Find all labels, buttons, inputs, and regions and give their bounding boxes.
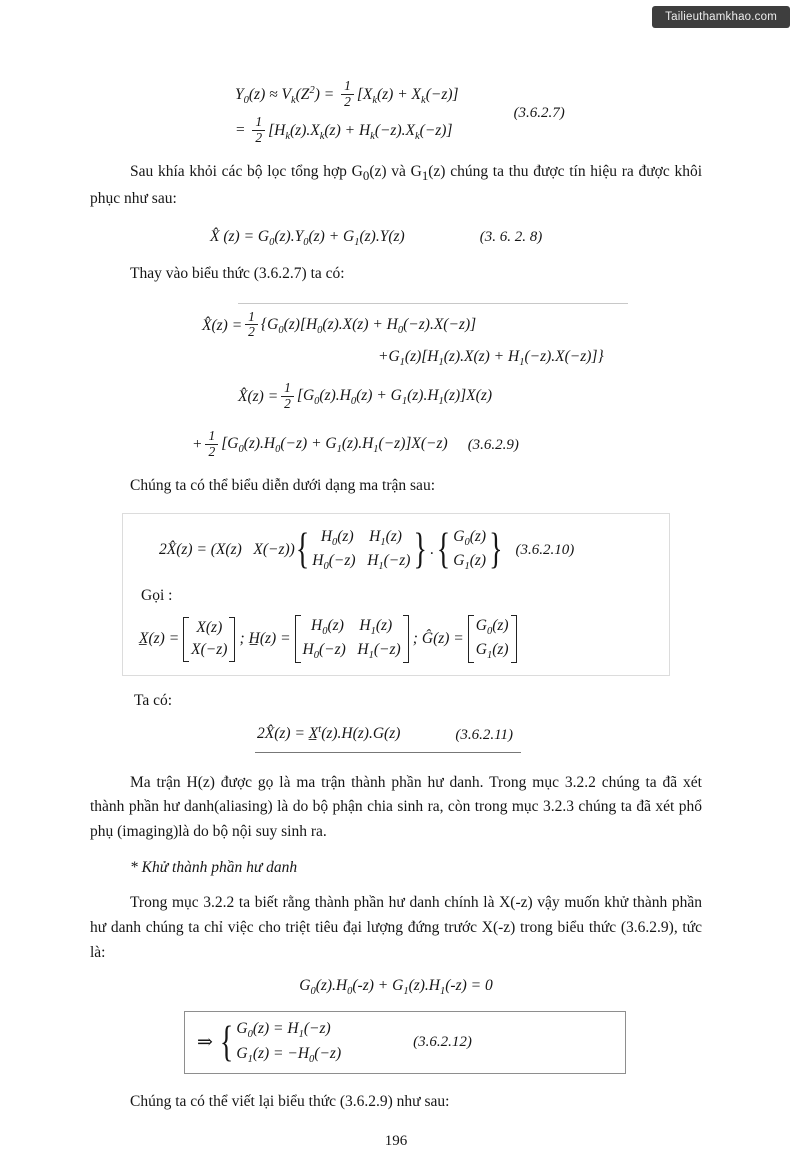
paragraph-recovery: Sau khía khỏi các bộ lọc tổng hợp $G_0(z)$ và $G_1(z)$ chúng ta thu được tín hiệu ra được khôi phục như sau: bbox=[90, 163, 703, 208]
equation-label: (3.6.2.9) bbox=[467, 436, 519, 453]
page-content bbox=[90, 0, 702, 1150]
matrix-row: $G_0(z)$ bbox=[453, 528, 487, 549]
label-taco: Ta có: bbox=[134, 692, 173, 710]
right-brace: } bbox=[413, 525, 427, 574]
matrix-row: $H_0(z)$ $H_1(z)$ bbox=[311, 616, 393, 637]
equation-label: (3.6.2.12) bbox=[413, 1034, 472, 1051]
fraction-denominator: 2 bbox=[255, 129, 263, 145]
implies-arrow: ⇒ bbox=[197, 1032, 213, 1054]
paragraph-rewrite: Chúng ta có thể viết lại biểu thức (3.6.2.9) như sau: bbox=[130, 1093, 450, 1111]
solution-system bbox=[234, 1018, 343, 1067]
equation-lines bbox=[235, 80, 459, 146]
left-brace: { bbox=[436, 525, 451, 574]
matrix-section bbox=[122, 513, 670, 676]
equation-3-6-2-9-line-2 bbox=[378, 348, 702, 368]
matrix-row: X(z) bbox=[196, 618, 223, 636]
paragraph-substitute: Thay vào biểu thức (3.6.2.7) ta có: bbox=[130, 264, 345, 282]
equation-label: (3.6.2.11) bbox=[455, 726, 514, 743]
h-matrix bbox=[295, 615, 409, 664]
fraction-denominator: 2 bbox=[344, 93, 351, 109]
fraction bbox=[252, 115, 265, 145]
math-text: $[H_k(z).X_k(z) + H_k(-z).X_k(-z)]$ bbox=[268, 121, 453, 142]
math-text: 2X̂(z) = X̲$^t$(z).H(z).G(z) bbox=[257, 724, 401, 743]
matrix-row: $G_1(z) = -H_0(-z)$ bbox=[236, 1044, 342, 1065]
multiply-dot: . bbox=[429, 541, 434, 559]
math-text: + bbox=[192, 436, 203, 454]
equation-3-6-2-10 bbox=[159, 526, 659, 575]
right-brace: } bbox=[489, 525, 503, 574]
h-matrix bbox=[310, 526, 412, 575]
math-text: Ĝ(z) = bbox=[421, 630, 464, 648]
matrix-definitions bbox=[137, 615, 659, 664]
paragraph-matrix-intro: Chúng ta có thể biểu diễn dưới dạng ma trận sau: bbox=[130, 477, 435, 495]
fraction bbox=[341, 79, 354, 109]
equation-label: (3. 6. 2. 8) bbox=[479, 228, 543, 245]
math-text: X̲(z) = bbox=[139, 630, 180, 648]
rule-line bbox=[238, 303, 628, 304]
page-number: 196 bbox=[384, 1132, 408, 1149]
math-text: $[G_0(z).H_0(-z) + G_1(z).H_1(-z)]X(-z)$ bbox=[221, 435, 448, 456]
fraction-denominator: 2 bbox=[248, 324, 255, 340]
matrix-row: $G_0(z) = H_1(-z)$ bbox=[236, 1020, 331, 1041]
fraction-numerator: 1 bbox=[205, 429, 218, 445]
matrix-row: $H_0(-z)$ $H_1(-z)$ bbox=[312, 552, 411, 573]
equation-aliasing-cancel bbox=[90, 977, 702, 997]
right-bracket bbox=[229, 617, 235, 662]
equation-3-6-2-11-wrap bbox=[255, 724, 702, 752]
matrix-row: $G_0(z)$ bbox=[475, 616, 509, 637]
left-brace: { bbox=[295, 525, 310, 574]
fraction-numerator: 1 bbox=[252, 115, 265, 131]
left-brace: { bbox=[219, 1017, 234, 1066]
math-text: X̂(z) = bbox=[238, 388, 279, 406]
equation-3-6-2-11 bbox=[255, 724, 521, 752]
equation-3-6-2-9-line-4 bbox=[192, 430, 702, 460]
math-text: = bbox=[235, 121, 250, 139]
g-vector bbox=[468, 615, 517, 664]
paragraph-cancel-aliasing: Trong mục 3.2.2 ta biết rằng thành phần hư danh chính là X(-z) vậy muốn khử thành phần hư danh chúng ta chỉ việc cho triệt tiêu đại lượng đứng trước X(-z) trong biểu thức (3.6.2.9), tức là: bbox=[90, 893, 702, 961]
equation-label: (3.6.2.10) bbox=[515, 541, 575, 558]
matrix-row: $G_1(z)$ bbox=[453, 552, 487, 573]
fraction-denominator: 2 bbox=[284, 395, 291, 411]
math-text: 2X̂(z) = (X(z) X(−z)) bbox=[159, 541, 295, 559]
equation-3-6-2-8 bbox=[210, 228, 702, 248]
right-bracket bbox=[403, 615, 409, 664]
equation-3-6-2-9-line-3 bbox=[238, 382, 702, 412]
equation-3-6-2-12 bbox=[184, 1011, 626, 1074]
math-text: X̂ $(z) = G_0(z).Y_0(z) + G_1(z).Y(z)$ bbox=[210, 227, 405, 248]
separator: ; bbox=[239, 630, 245, 648]
fraction bbox=[205, 429, 218, 459]
equation-line bbox=[235, 80, 459, 110]
math-text: $Y_0(z) \approx V_k(Z^2)$ = bbox=[235, 84, 339, 106]
math-text: {$G_0(z)[H_0(z).X(z) + H_0(-z).X(-z)]$ bbox=[260, 315, 477, 336]
label-goi: Gọi : bbox=[141, 586, 173, 604]
x-vector bbox=[183, 617, 235, 662]
subsection-heading: * Khử thành phần hư danh bbox=[130, 858, 298, 876]
math-text: $[X_k(z) + X_k(-z)]$ bbox=[356, 85, 459, 106]
right-bracket bbox=[511, 615, 517, 664]
equation-label: (3.6.2.7) bbox=[513, 104, 565, 121]
watermark-badge: Tailieuthamkhao.com bbox=[652, 6, 790, 28]
fraction bbox=[245, 310, 258, 340]
matrix-row: X(−z) bbox=[191, 641, 228, 659]
fraction-numerator: 1 bbox=[341, 79, 354, 95]
matrix-row: $G_1(z)$ bbox=[475, 641, 509, 662]
fraction-denominator: 2 bbox=[208, 443, 216, 459]
fraction bbox=[281, 381, 294, 411]
math-text: X̂(z) = bbox=[202, 316, 243, 334]
math-text: H̲(z) = bbox=[248, 630, 291, 648]
math-text: $+G_1(z)[H_1(z).X(z) + H_1(-z).X(-z)]$} bbox=[378, 347, 604, 369]
matrix-row: $H_0(z)$ $H_1(z)$ bbox=[320, 528, 402, 549]
equation-line bbox=[235, 116, 459, 146]
paragraph-aliasing: Ma trận H(z) được gọ là ma trận thành phần hư danh. Trong mục 3.2.2 chúng ta đã xét thành phần hư danh(aliasing) là do bộ phận chia sinh ra, còn trong mục 3.2.3 chúng ta đã xét phổ phụ (imaging)là do bộ nội suy sinh ra. bbox=[90, 773, 702, 841]
separator: ; bbox=[412, 630, 418, 648]
g-vector bbox=[451, 526, 488, 575]
math-text: $G_0(z).H_0(-z) + G_1(z).H_1(-z) = 0$ bbox=[299, 977, 493, 998]
matrix-row: $H_0(-z)$ $H_1(-z)$ bbox=[302, 641, 401, 662]
fraction-numerator: 1 bbox=[281, 381, 294, 397]
equation-3-6-2-7 bbox=[235, 80, 702, 146]
fraction-numerator: 1 bbox=[245, 310, 258, 326]
equation-3-6-2-9-line-1 bbox=[202, 308, 702, 341]
math-text: $[G_0(z).H_0(z) + G_1(z).H_1(z)]X(z)$ bbox=[296, 387, 493, 408]
